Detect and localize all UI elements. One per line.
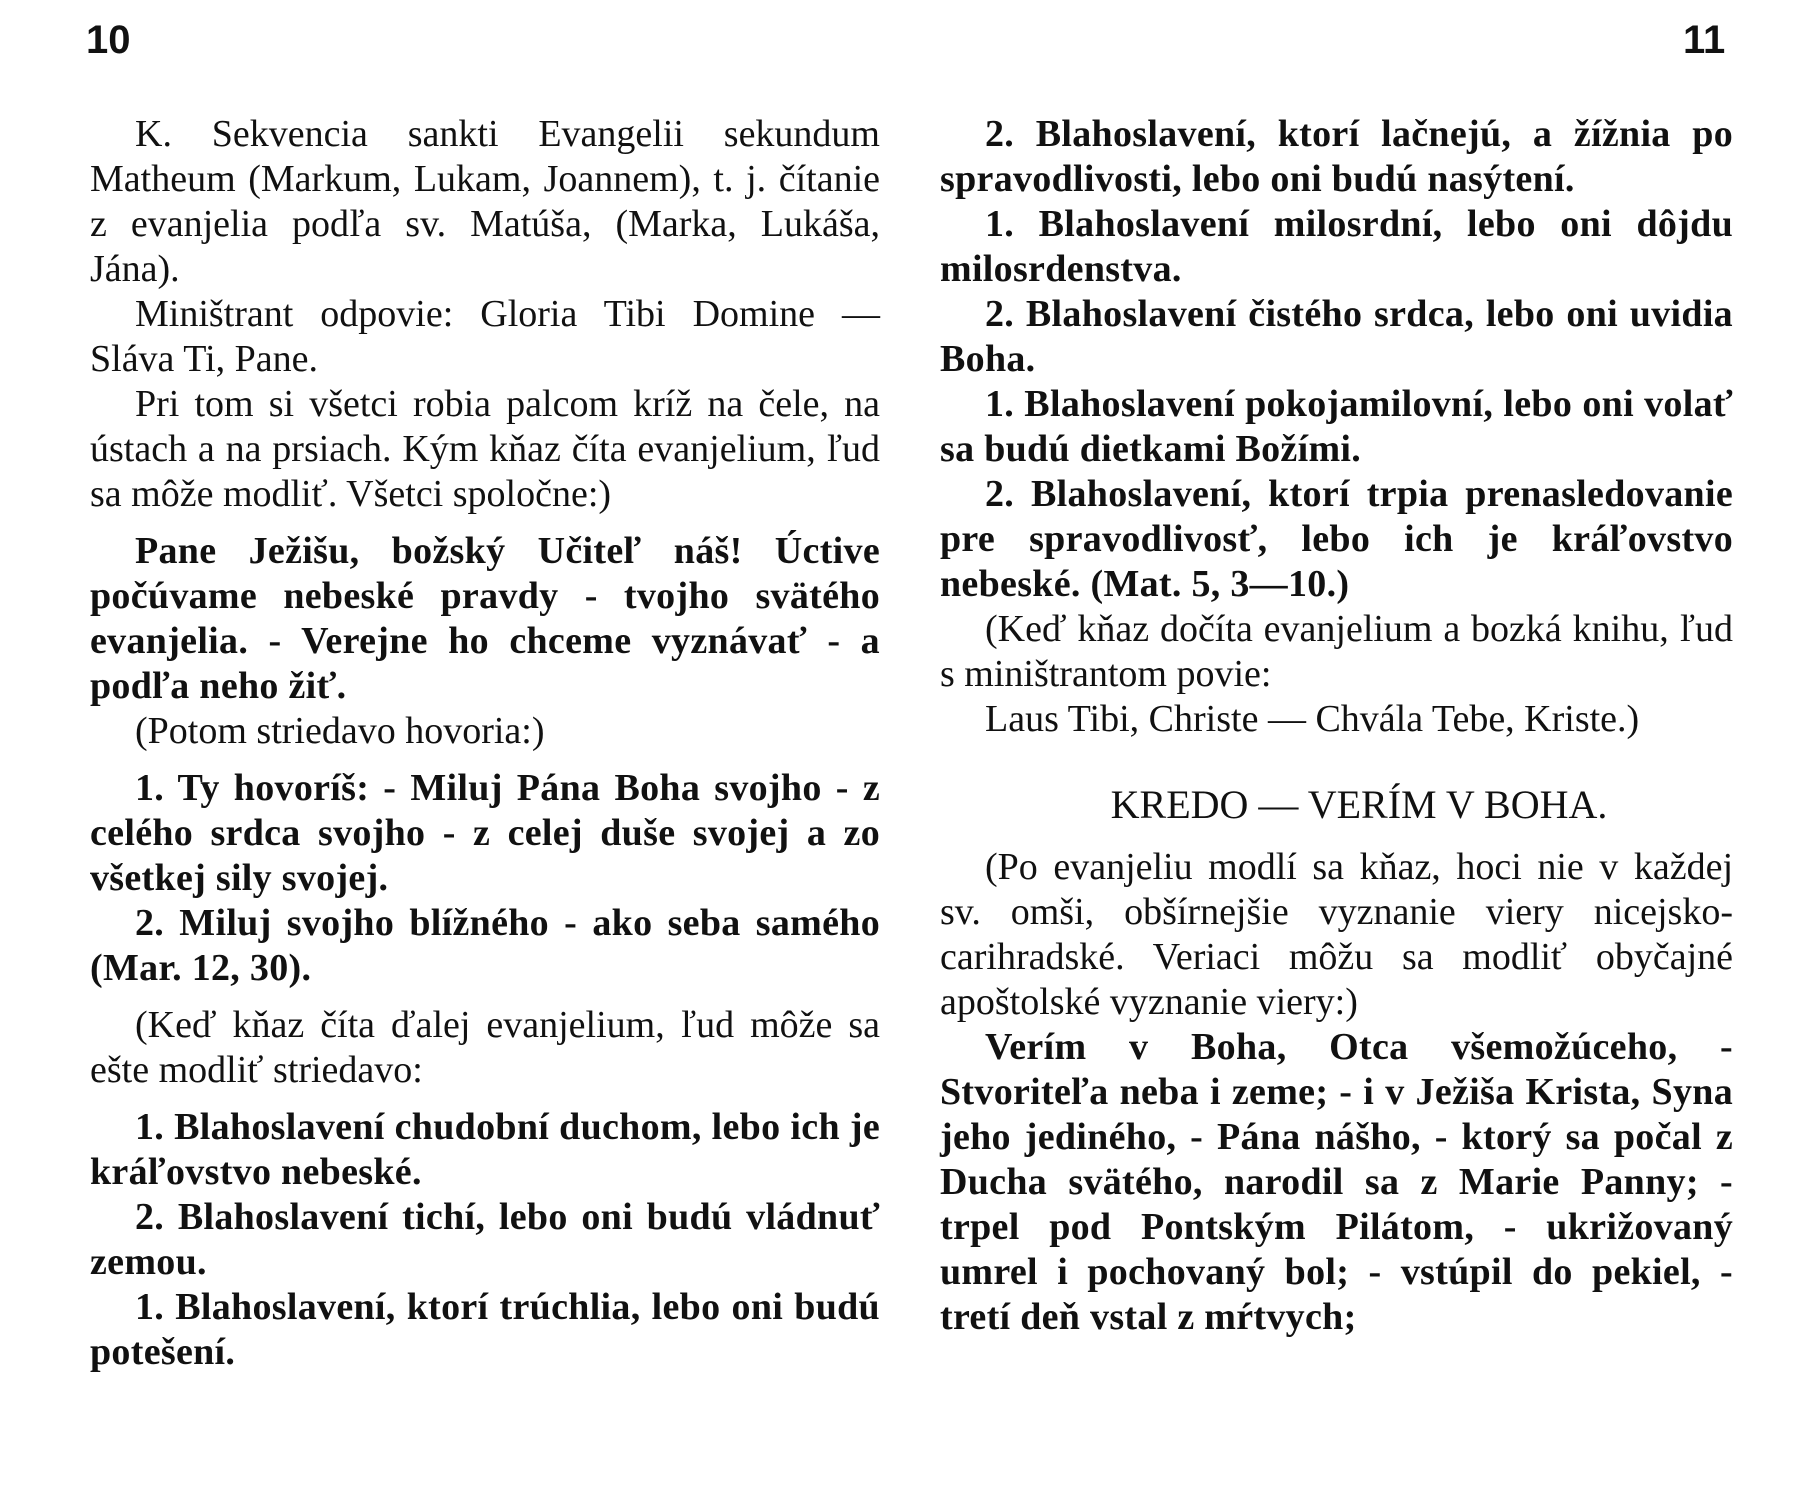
laus-tibi-response: Laus Tibi, Christe — Chvála Tebe, Kriste.)	[985, 698, 1640, 740]
commandment-1: 1. Ty hovoríš: - Miluj Pána Boha svojho - z celého srdca svojho - z celej duše svojej a zo všetkej sily svojej.	[90, 767, 880, 899]
page-number-right: 11	[1683, 18, 1726, 62]
server-response: Miništrant odpovie: Gloria Tibi Domine — Sláva Ti, Pane.	[90, 293, 880, 380]
prayer-to-teacher: Pane Ježišu, božský Učiteľ náš! Úctive počúvame nebeské pravdy - tvojho svätého evanjelia. - Verejne ho chceme vyznávať - a podľa neho žiť.	[90, 530, 880, 707]
beatitude-pure: 2. Blahoslavení čistého srdca, lebo oni uvidia Boha.	[940, 293, 1733, 380]
right-column	[940, 112, 1733, 1340]
sequence-intro: K. Sekvencia sankti Evangelii sekundum Matheum (Markum, Lukam, Joannem), t. j. čítanie z evanjelia podľa sv. Matúša, (Marka, Lukáša, Jána).	[90, 113, 880, 290]
apostles-creed: Verím v Boha, Otca všemožúceho, - Stvoriteľa neba i zeme; - i v Ježiša Krista, Syna jeho jediného, - Pána nášho, - ktorý sa počal z Ducha svätého, narodil sa z Marie Panny; - trpel pod Pontským Pilátom, - ukrižovaný umrel i pochovaný bol; - vstúpil do pekiel, - tretí deň vstal z mŕtvych;	[940, 1026, 1733, 1338]
beatitude-meek: 2. Blahoslavení tichí, lebo oni budú vládnuť zemou.	[90, 1196, 880, 1283]
gospel-continue-rubric: (Keď kňaz číta ďalej evanjelium, ľud môže sa ešte modliť striedavo:	[90, 1004, 880, 1091]
gospel-end-rubric: (Keď kňaz dočíta evanjelium a bozká knihu, ľud s miništrantom povie:	[940, 608, 1733, 695]
left-column	[90, 112, 880, 1375]
beatitude-merciful: 1. Blahoslavení milosrdní, lebo oni dôjdu milosrdenstva.	[940, 203, 1733, 290]
sign-of-cross-rubric: Pri tom si všetci robia palcom kríž na čele, na ústach a na prsiach. Kým kňaz číta evanjelium, ľud sa môže modliť. Všetci spoločne:)	[90, 383, 880, 515]
beatitude-poor: 1. Blahoslavení chudobní duchom, lebo ich je kráľovstvo nebeské.	[90, 1106, 880, 1193]
beatitude-mourn: 1. Blahoslavení, ktorí trúchlia, lebo oni budú potešení.	[90, 1286, 880, 1373]
commandment-2: 2. Miluj svojho blížného - ako seba samého (Mar. 12, 30).	[90, 902, 880, 989]
page-number-left: 10	[86, 18, 131, 62]
section-heading-kredo: KREDO — VERÍM V BOHA.	[1110, 782, 1608, 827]
beatitude-hunger: 2. Blahoslavení, ktorí lačnejú, a žížnia po spravodlivosti, lebo oni budú nasýtení.	[940, 113, 1733, 200]
beatitude-peacemakers: 1. Blahoslavení pokojamilovní, lebo oni volať sa budú dietkami Božími.	[940, 383, 1733, 470]
creed-rubric: (Po evanjeliu modlí sa kňaz, hoci nie v každej sv. omši, obšírnejšie vyznanie viery nicejsko-carihradské. Veriaci môžu sa modliť obyčajné apoštolské vyznanie viery:)	[940, 846, 1733, 1023]
beatitude-persecuted: 2. Blahoslavení, ktorí trpia prenasledovanie pre spravodlivosť, lebo ich je kráľovstvo nebeské. (Mat. 5, 3—10.)	[940, 473, 1733, 605]
alternate-rubric: (Potom striedavo hovoria:)	[135, 710, 545, 752]
